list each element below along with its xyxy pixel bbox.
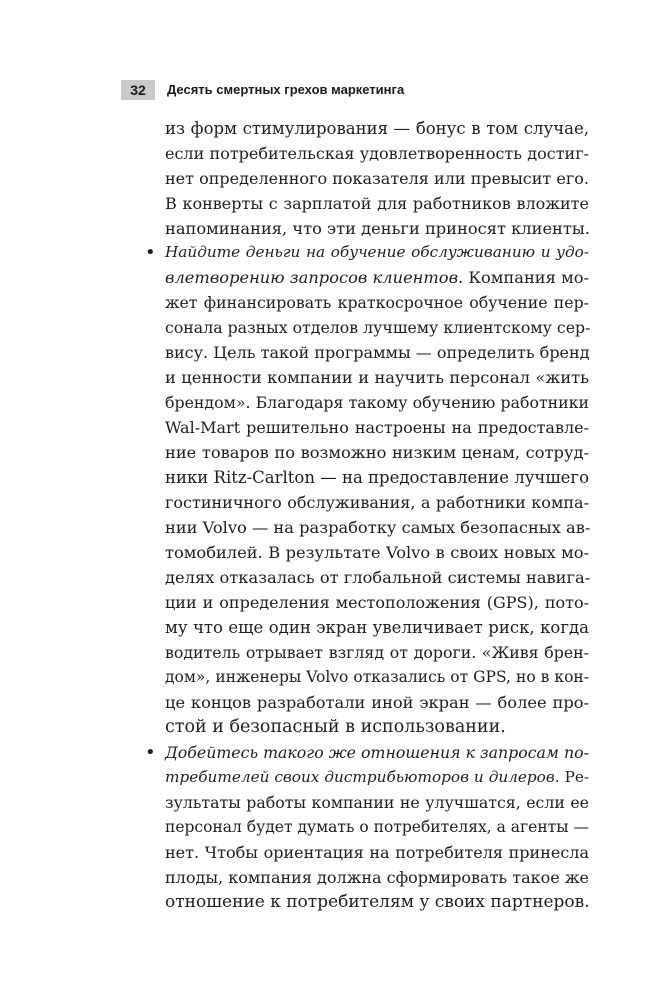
text-line: нет определенного показателя или превысит его. <box>165 169 589 188</box>
text-line: нии Volvo — на разработку самых безопасных ав- <box>165 518 591 537</box>
page-number: 32 <box>121 80 155 100</box>
bullet-mark: • <box>145 742 156 763</box>
text-line: жет финансировать краткосрочное обучение пер- <box>165 293 589 312</box>
text-line: Wal-Mart решительно настроены на предоставле- <box>165 418 589 437</box>
bullet-lead-italic: Добейтесь такого же отношения к запросам по- <box>165 743 589 762</box>
text-line: и ценности компании и научить персонал «жить <box>165 368 589 387</box>
text-line: стой и безопасный в использовании. <box>165 717 506 737</box>
bullet-lead-line <box>165 740 589 765</box>
bullet-lead-rest: . Ре- <box>554 768 590 786</box>
text-line: из форм стимулирования — бонус в том случае, <box>165 119 589 138</box>
text-line: если потребительская удовлетворенность достиг- <box>165 144 589 163</box>
text-line: брендом». Благодаря такому обучению работники <box>165 393 589 412</box>
text-line: ции и определения местоположения (GPS), пото- <box>165 593 589 612</box>
bullet-lead-line <box>165 240 589 265</box>
bullet-lead-rest: . Компания мо- <box>458 268 589 287</box>
text-line: водитель отрывает взгляд от дороги. «Живя брен- <box>165 643 589 662</box>
bullet-lead-line <box>165 765 589 790</box>
bullet-lead-italic: Найдите деньги на обучение обслуживанию и удо- <box>165 243 589 261</box>
text-line: В конверты с зарплатой для работников вложите <box>165 194 589 213</box>
text-line: напоминания, что эти деньги приносят клиенты. <box>165 219 590 238</box>
bullet-lead-line <box>165 265 589 290</box>
text-line: отношение к потребителям у своих партнеров. <box>165 892 590 912</box>
bullet-lead-italic: влетворению запросов клиентов <box>165 268 459 287</box>
text-line: делях отказалась от глобальной системы навига- <box>165 568 591 587</box>
text-line: персонал будет думать о потребителях, а агенты — <box>165 818 589 836</box>
text-line: це концов разработали иной экран — более про- <box>165 693 589 712</box>
text-line: зультаты работы компании не улучшатся, если ее <box>165 793 589 812</box>
text-line: томобилей. В результате Volvo в своих новых мо- <box>165 543 589 562</box>
text-line: дом», инженеры Volvo отказались от GPS, но в кон- <box>165 668 589 686</box>
bullet-lead-italic: требителей своих дистрибьюторов и дилеров <box>165 768 555 786</box>
text-line: ние товаров по возможно низким ценам, сотруд- <box>165 443 589 462</box>
running-title: Десять смертных грехов маркетинга <box>167 82 405 97</box>
text-line: плоды, компания должна сформировать такое же <box>165 868 589 887</box>
text-line: гостиничного обслуживания, а работники компа- <box>165 493 589 512</box>
text-line: сонала разных отделов лучшему клиентскому сер- <box>165 318 591 337</box>
running-header <box>121 80 541 102</box>
bullet-mark: • <box>145 242 156 263</box>
text-line: нет. Чтобы ориентация на потребителя принесла <box>165 843 589 862</box>
text-line: вису. Цель такой программы — определить бренд <box>165 343 590 362</box>
text-line: ники Ritz-Carlton — на предоставление лучшего <box>165 468 589 487</box>
text-line: му что еще один экран увеличивает риск, когда <box>165 618 589 637</box>
